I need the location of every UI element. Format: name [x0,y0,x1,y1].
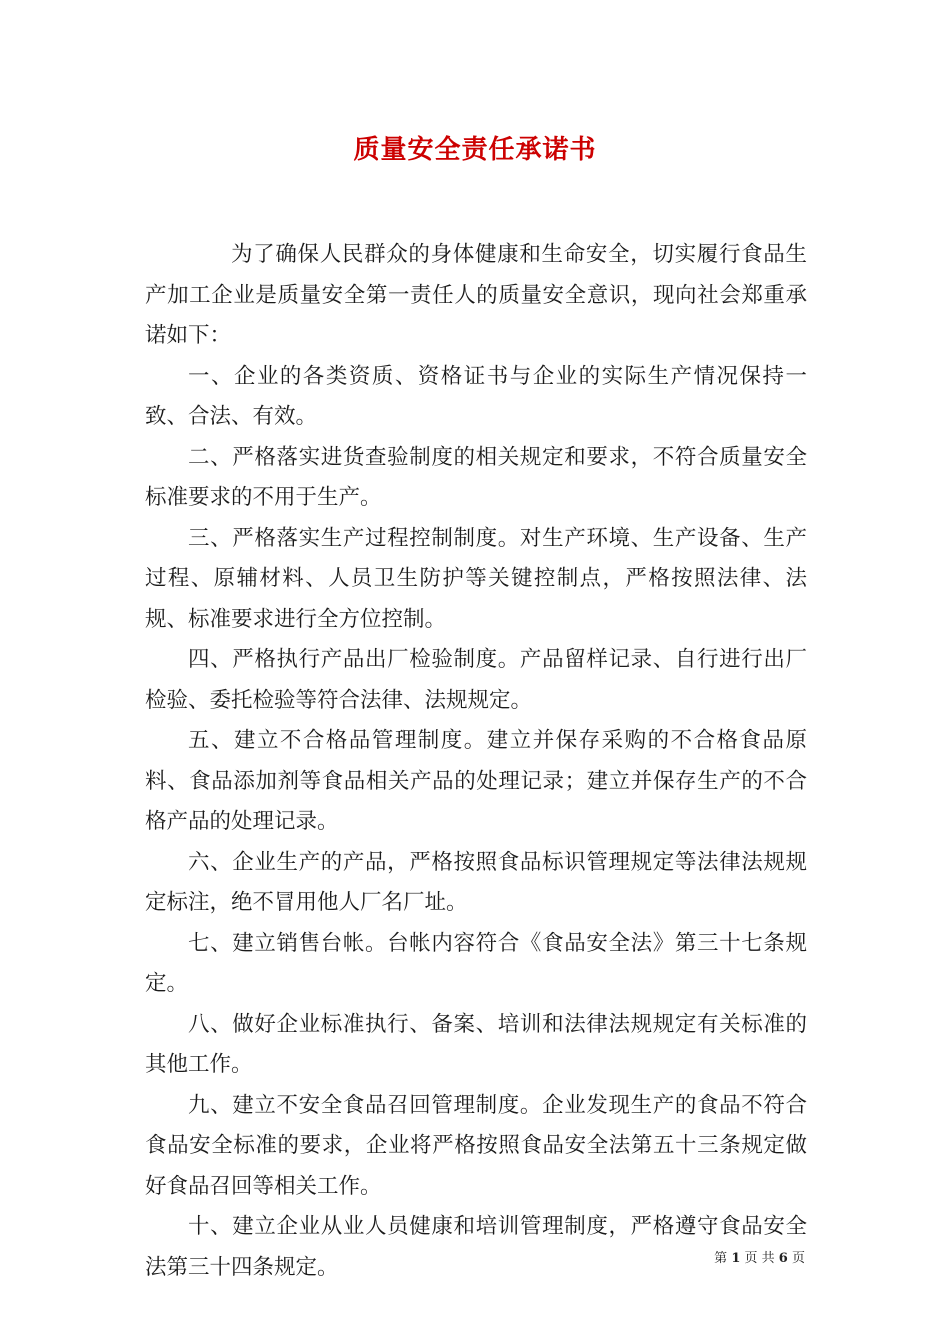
commitment-item-3: 三、严格落实生产过程控制制度。对生产环境、生产设备、生产过程、原辅材料、人员卫生防护等关键控制点，严格按照法律、法规、标准要求进行全方位控制。 [145,525,807,632]
document-body [145,235,807,1288]
commitment-item-6: 六、企业生产的产品，严格按照食品标识管理规定等法律法规规定标注，绝不冒用他人厂名厂址。 [145,849,807,915]
page-number-footer [714,1247,805,1266]
footer-suffix: 页 [791,1251,805,1266]
footer-total-pages: 6 [778,1251,788,1266]
document-title: 质量安全责任承诺书 [353,135,597,165]
commitment-item-7: 七、建立销售台帐。台帐内容符合《食品安全法》第三十七条规定。 [145,930,807,996]
commitment-item-2: 二、严格落实进货查验制度的相关规定和要求，不符合质量安全标准要求的不用于生产。 [145,444,807,510]
commitment-item-5: 五、建立不合格品管理制度。建立并保存采购的不合格食品原料、食品添加剂等食品相关产品的处理记录；建立并保存生产的不合格产品的处理记录。 [145,728,807,834]
commitment-item-8: 八、做好企业标准执行、备案、培训和法律法规规定有关标准的其他工作。 [145,1011,807,1077]
commitment-item-9: 九、建立不安全食品召回管理制度。企业发现生产的食品不符合食品安全标准的要求，企业将严格按照食品安全法第五十三条规定做好食品召回等相关工作。 [145,1092,807,1199]
commitment-item-1: 一、企业的各类资质、资格证书与企业的实际生产情况保持一致、合法、有效。 [145,363,807,429]
intro-paragraph: 为了确保人民群众的身体健康和生命安全，切实履行食品生产加工企业是质量安全第一责任人的质量安全意识，现向社会郑重承诺如下： [145,242,807,348]
footer-middle: 页 共 [744,1251,775,1266]
commitment-item-10: 十、建立企业从业人员健康和培训管理制度，严格遵守食品安全法第三十四条规定。 [145,1214,807,1280]
commitment-item-4: 四、严格执行产品出厂检验制度。产品留样记录、自行进行出厂检验、委托检验等符合法律、法规规定。 [145,647,807,713]
footer-prefix: 第 [714,1251,728,1266]
footer-current-page: 1 [731,1251,741,1266]
